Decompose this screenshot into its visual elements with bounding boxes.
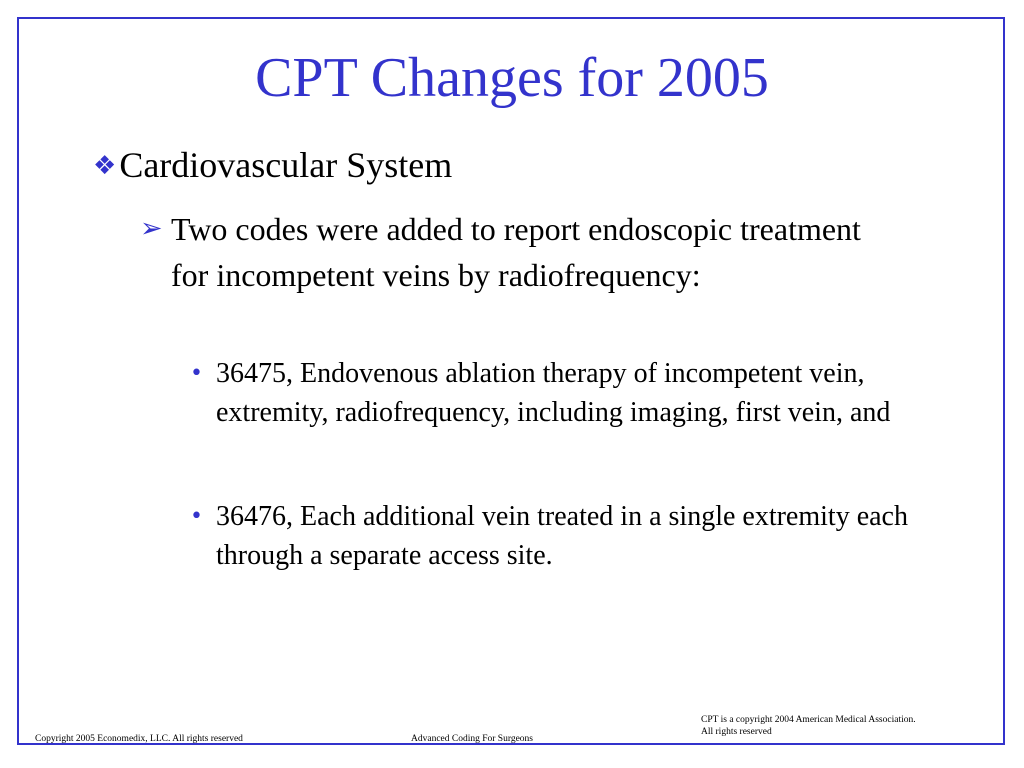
- dot-bullet-icon: •: [190, 504, 203, 529]
- footer-cpt-notice-line1: CPT is a copyright 2004 American Medical Association.: [701, 715, 916, 725]
- bullet-level2-text: Two codes were added to report endoscopic treatment for incompetent veins by radiofrequency:: [171, 211, 861, 293]
- footer-copyright: Copyright 2005 Economedix, LLC. All rights reserved: [35, 734, 243, 744]
- bullet-level3-text: 36476, Each additional vein treated in a single extremity each through a separate access site.: [216, 501, 908, 571]
- footer-course-title: Advanced Coding For Surgeons: [411, 734, 533, 744]
- arrow-right-icon: ➢: [140, 213, 163, 244]
- bullet-level1: [93, 144, 973, 187]
- bullet-level3-text: 36475, Endovenous ablation therapy of incompetent vein, extremity, radiofrequency, including imaging, first vein, and: [216, 358, 891, 428]
- bullet-level2: [140, 206, 900, 298]
- footer-cpt-notice-line2: All rights reserved: [701, 727, 772, 737]
- bullet-level1-text: Cardiovascular System: [119, 145, 453, 185]
- bullet-level3-item: [190, 497, 920, 575]
- slide-title: CPT Changes for 2005: [255, 47, 769, 109]
- footer-cpt-notice: [701, 714, 1001, 738]
- dot-bullet-icon: •: [190, 361, 203, 386]
- bullet-level3-item: [190, 354, 920, 432]
- diamond-cluster-icon: ❖: [93, 151, 117, 181]
